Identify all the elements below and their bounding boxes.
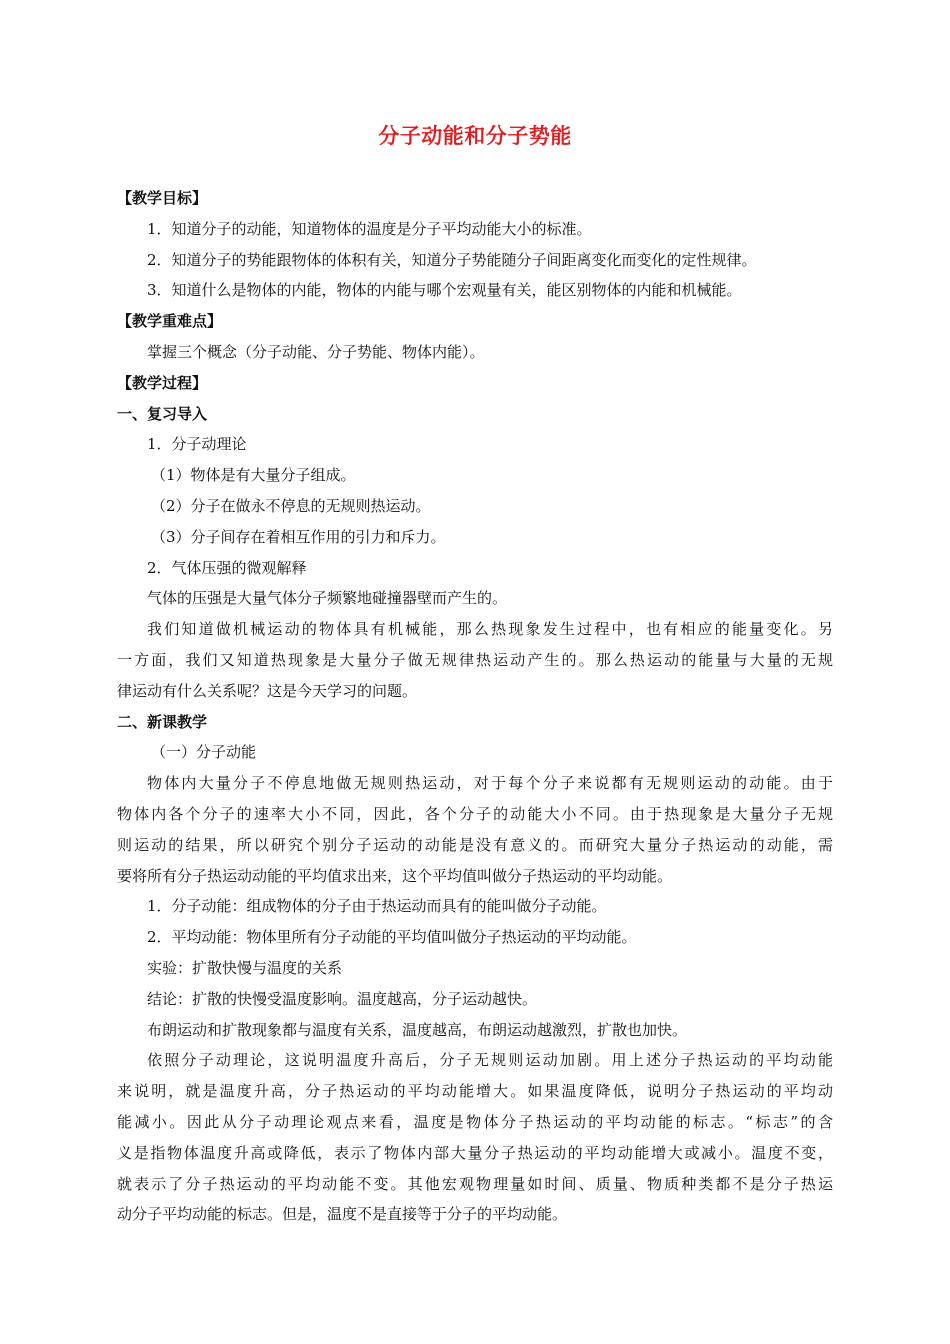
paragraph-line: 掌握三个概念（分子动能、分子势能、物体内能）。: [147, 342, 485, 361]
section-heading: 【教学过程】: [117, 373, 208, 392]
paragraph-line: 动分子平均动能的标志。但是，温度不是直接等于分子的平均动能。: [117, 1205, 568, 1224]
page-title: 分子动能和分子势能: [378, 124, 572, 148]
paragraph-line: （一）分子动能: [151, 743, 257, 762]
paragraph-line: 2．气体压强的微观解释: [147, 558, 307, 577]
paragraph-line: 物体内各个分子的速率大小不同，因此，各个分子的动能大小不同。由于热现象是大量分子无规: [117, 804, 833, 823]
paragraph-line: 要将所有分子热运动动能的平均值求出来，这个平均值叫做分子热运动的平均动能。: [117, 866, 673, 885]
paragraph-line: 依照分子动理论，这说明温度升高后，分子无规则运动加剧。用上述分子热运动的平均动能: [147, 1051, 833, 1070]
paragraph-line: （3）分子间存在着相互作用的引力和斥力。: [151, 527, 446, 546]
paragraph-line: 1．知道分子的动能，知道物体的温度是分子平均动能大小的标准。: [147, 219, 592, 238]
paragraph-line: 义是指物体温度升高或降低，表示了物体内部大量分子热运动的平均动能增大或减小。温度不变，: [117, 1143, 833, 1162]
paragraph-line: 能减小。因此从分子动理论观点来看，温度是物体分子热运动的平均动能的标志。“标志”的含: [117, 1112, 833, 1131]
paragraph-line: 1．分子动理论: [147, 435, 247, 454]
paragraph-line: 一方面，我们又知道热现象是大量分子做无规律热运动产生的。那么热运动的能量与大量的无规: [117, 650, 833, 669]
paragraph-line: 结论：扩散的快慢受温度影响。温度越高，分子运动越快。: [147, 989, 538, 1008]
paragraph-line: 物体内大量分子不停息地做无规则热运动，对于每个分子来说都有无规则运动的动能。由于: [147, 774, 833, 793]
section-heading: 一、复习导入: [117, 404, 208, 423]
paragraph-line: 3．知道什么是物体的内能，物体的内能与哪个宏观量有关，能区别物体的内能和机械能。: [147, 281, 742, 300]
paragraph-line: 布朗运动和扩散现象都与温度有关系，温度越高，布朗运动越激烈，扩散也加快。: [147, 1020, 688, 1039]
section-heading: 【教学重难点】: [117, 312, 223, 331]
paragraph-line: 来说明，就是温度升高，分子热运动的平均动能增大。如果温度降低，说明分子热运动的平均动: [117, 1082, 833, 1101]
paragraph-line: 就表示了分子热运动的平均动能不变。其他宏观物理量如时间、质量、物质种类都不是分子热运: [117, 1174, 833, 1193]
section-heading: 二、新课教学: [117, 712, 208, 731]
paragraph-line: （1）物体是有大量分子组成。: [151, 466, 356, 485]
paragraph-line: 我们知道做机械运动的物体具有机械能，那么热现象发生过程中，也有相应的能量变化。另: [147, 620, 833, 639]
document-body: [117, 183, 833, 1230]
section-heading: 【教学目标】: [117, 189, 208, 207]
paragraph-line: 则运动的结果，所以研究个别分子运动的动能是没有意义的。而研究大量分子热运动的动能，需: [117, 835, 833, 854]
paragraph-line: （2）分子在做永不停息的无规则热运动。: [151, 496, 431, 515]
paragraph-line: 气体的压强是大量气体分子频繁地碰撞器壁而产生的。: [147, 589, 508, 608]
paragraph-line: 2．平均动能：物体里所有分子动能的平均值叫做分子热运动的平均动能。: [147, 928, 637, 947]
paragraph-line: 实验：扩散快慢与温度的关系: [147, 958, 343, 977]
paragraph-line: 2．知道分子的势能跟物体的体积有关，知道分子势能随分子间距离变化而变化的定性规律。: [147, 250, 757, 269]
paragraph-line: 1．分子动能：组成物体的分子由于热运动而具有的能叫做分子动能。: [147, 897, 607, 916]
paragraph-line: 律运动有什么关系呢？这是今天学习的问题。: [117, 681, 418, 700]
